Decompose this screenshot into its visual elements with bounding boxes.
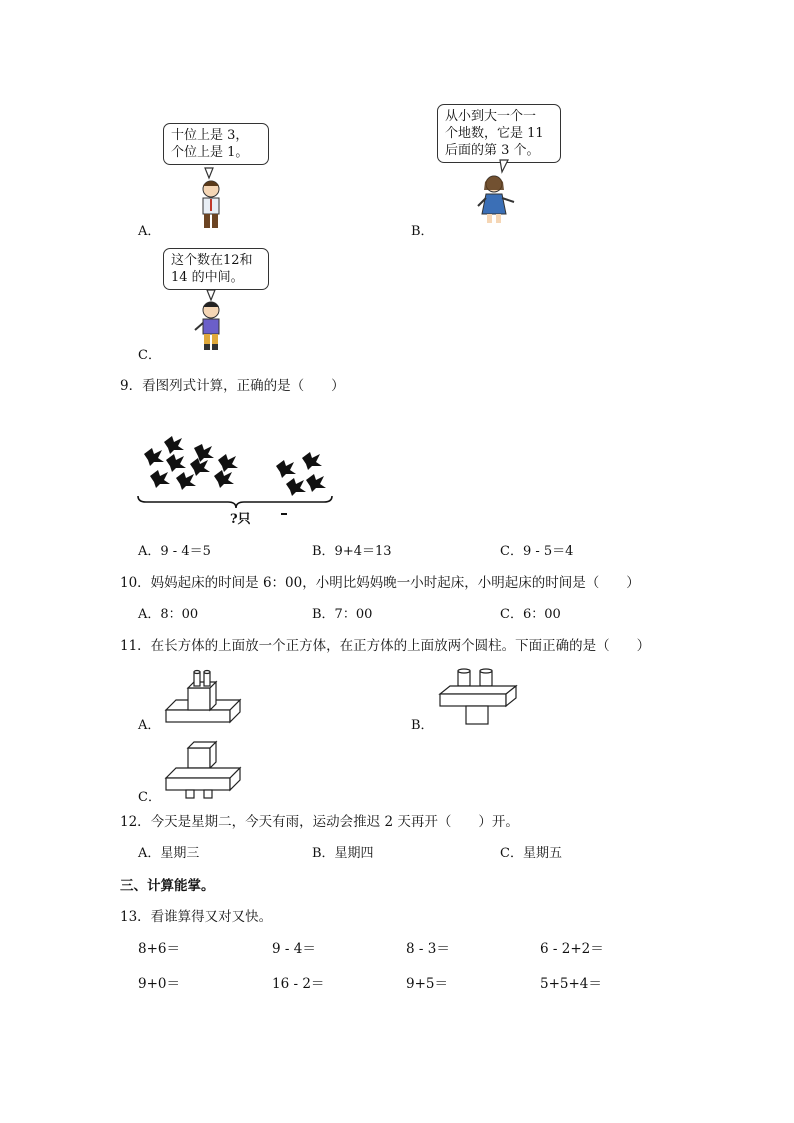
q8-label-b[interactable]: B．: [411, 224, 434, 239]
calc-item[interactable]: 8+6＝: [138, 941, 180, 957]
calc-item[interactable]: 9+5＝: [406, 976, 448, 992]
q9-question: 9．看图列式计算，正确的是（ ）: [120, 378, 345, 394]
calc-item[interactable]: 9 - 4＝: [272, 941, 316, 957]
solid-figure-c: [162, 740, 252, 800]
speech-bubble-c: 这个数在12和 14 的中间。: [163, 248, 269, 290]
q10-option-c[interactable]: C．6：00: [500, 607, 561, 622]
q9-option-b[interactable]: B．9+4＝13: [312, 544, 392, 559]
q9-option-c[interactable]: C．9 - 5＝4: [500, 544, 574, 559]
calc-item[interactable]: 5+5+4＝: [540, 976, 602, 992]
section-title: 三、计算能掌。: [120, 878, 215, 894]
solid-figure-b: [436, 668, 526, 728]
solid-figure-a: [162, 668, 252, 728]
calc-item[interactable]: 16 - 2＝: [272, 976, 325, 992]
q12-option-c[interactable]: C．星期五: [500, 846, 562, 861]
girl-figure-b: [476, 160, 526, 230]
calc-item[interactable]: 8 - 3＝: [406, 941, 450, 957]
boy-figure-c: [193, 290, 233, 360]
speech-bubble-a: 十位上是 3， 个位上是 1。: [163, 123, 269, 165]
q8-label-a[interactable]: A．: [138, 224, 161, 239]
q11-label-c[interactable]: C．: [138, 790, 161, 805]
q10-option-a[interactable]: A．8：00: [138, 607, 199, 622]
q11-label-b[interactable]: B．: [411, 718, 434, 733]
calc-item[interactable]: 9+0＝: [138, 976, 180, 992]
q12-option-a[interactable]: A．星期三: [138, 846, 200, 861]
q12-option-b[interactable]: B．星期四: [312, 846, 374, 861]
q10-question: 10．妈妈起床的时间是 6：00，小明比妈妈晚一小时起床，小明起床的时间是（ ）: [120, 575, 640, 591]
boy-figure-a: [193, 168, 233, 238]
q8-label-c[interactable]: C．: [138, 348, 161, 363]
q11-question: 11．在长方体的上面放一个正方体，在正方体的上面放两个圆柱。下面正确的是（ ）: [120, 638, 651, 654]
speech-bubble-b: 从小到大一个一 个地数，它是 11 后面的第 3 个。: [437, 104, 561, 163]
q13-question: 13．看谁算得又对又快。: [120, 909, 273, 925]
q9-option-a[interactable]: A．9 - 4＝5: [138, 544, 211, 559]
butterflies-figure: [136, 436, 336, 516]
q11-label-a[interactable]: A．: [138, 718, 161, 733]
q9-figure-dash: [281, 513, 287, 515]
calc-item[interactable]: 6 - 2+2＝: [540, 941, 604, 957]
q10-option-b[interactable]: B．7：00: [312, 607, 373, 622]
q12-question: 12．今天是星期二，今天有雨，运动会推迟 2 天再开（ ）开。: [120, 814, 519, 830]
q9-figure-label: ?只: [230, 512, 251, 527]
